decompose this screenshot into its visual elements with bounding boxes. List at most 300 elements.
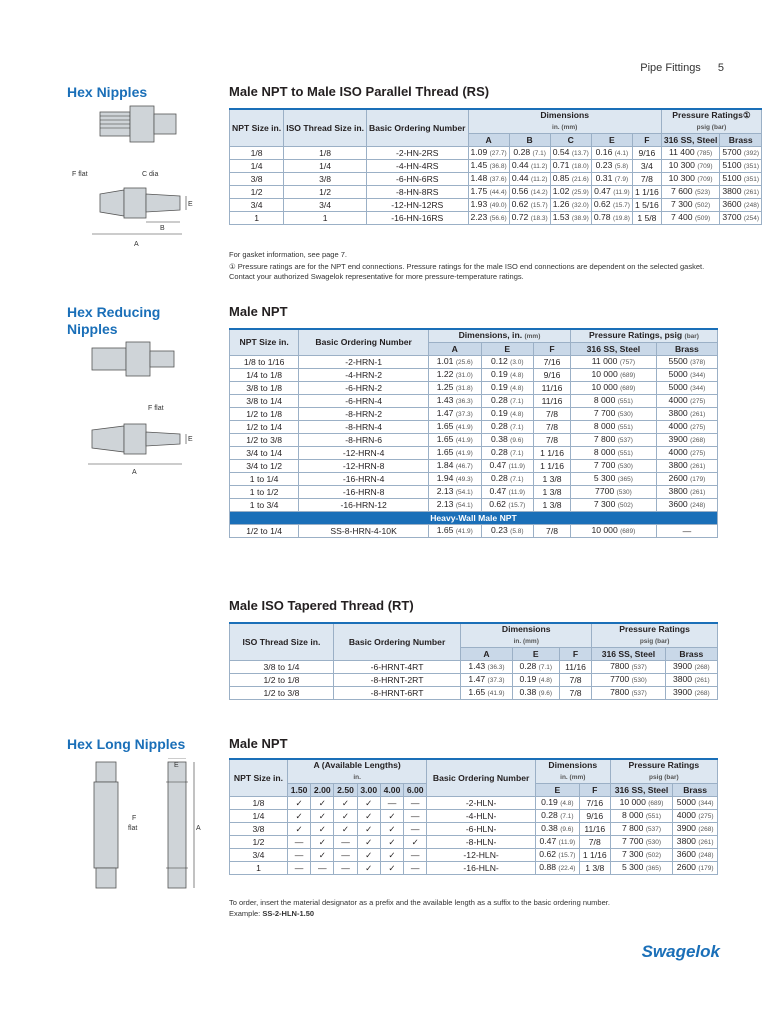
table2-e-unit: (7.1) (510, 450, 524, 457)
table4-l1: ✓ (287, 823, 310, 836)
table1-a-val: 2.23 (470, 212, 488, 222)
table4-l1: ✓ (287, 797, 310, 810)
table4-l4: ✓ (357, 836, 380, 849)
table2-br (656, 499, 717, 512)
table2-br (656, 460, 717, 473)
table2-br-val: 5000 (668, 369, 688, 379)
t4-h-avail (287, 759, 426, 784)
table-row (230, 160, 762, 173)
table2-br-unit: (248) (690, 502, 706, 509)
t4-h-avail-text: A (Available Lengths) (313, 760, 401, 770)
table1-c (550, 147, 591, 160)
table1-ss-unit: (509) (694, 215, 711, 222)
table2-ss (571, 395, 657, 408)
table4-num: -2-HLN- (427, 797, 536, 810)
table-row (230, 447, 718, 460)
table1-b-val: 0.44 (511, 160, 529, 170)
table2-ss-val: 10 000 (591, 382, 618, 392)
t3-h-a: A (461, 648, 513, 661)
table4-ss-unit: (551) (645, 813, 662, 820)
table1-a (468, 186, 509, 199)
table3-f: 11/16 (559, 661, 591, 674)
table3-ss-val: 7800 (610, 687, 630, 697)
t2-hw-a-mm: (41.9) (455, 528, 473, 535)
table2-npt: 1/2 to 1/4 (230, 421, 299, 434)
table3-br-unit: (268) (694, 664, 710, 671)
table4-br (673, 862, 718, 875)
t2-h-brass: Brass (656, 343, 717, 356)
table2-e-val: 0.19 (491, 382, 508, 392)
table4-e-val: 0.28 (541, 810, 558, 820)
t1-h-b: B (509, 134, 550, 147)
table1-b-val: 0.62 (511, 199, 529, 209)
table3-a-val: 1.47 (468, 674, 486, 684)
table-row (230, 849, 718, 862)
table2-br-unit: (344) (690, 385, 706, 392)
table4-num: -16-HLN- (427, 862, 536, 875)
table1-ss (661, 173, 720, 186)
table4-ss-unit: (689) (648, 800, 664, 807)
section-title-hex-reducing: Hex Reducing Nipples (67, 304, 161, 337)
table2-npt: 1/2 to 1/8 (230, 408, 299, 421)
hex-reducing-figure (62, 340, 202, 485)
table4-br (673, 797, 718, 810)
table4-e-val: 0.38 (541, 823, 558, 833)
table2-br-val: 4000 (668, 447, 688, 457)
table2-num: -8-HRN-4 (299, 421, 429, 434)
table4-l5: ✓ (380, 810, 403, 823)
table2-a-val: 2.13 (436, 486, 454, 496)
table2-a (428, 395, 481, 408)
table4-e (535, 849, 579, 862)
table1-b-val: 0.72 (511, 212, 529, 222)
t3-h-f: F (559, 648, 591, 661)
table1-note-pressure: ① Pressure ratings are for the NPT end connections. Pressure ratings for the male ISO end connections are dependent on the selected gasket. Contact your authorized Swagelok representative for more pressure-temperature ratings. (229, 262, 705, 281)
table1-e (591, 147, 632, 160)
table4-ss-unit: (365) (645, 865, 662, 872)
table2-a (428, 369, 481, 382)
table4-num: -8-HLN- (427, 836, 536, 849)
table4-e-val: 0.19 (541, 797, 558, 807)
table4-ss (610, 797, 673, 810)
t1-h-a: A (468, 134, 509, 147)
table1-b-unit: (11.2) (530, 163, 548, 170)
table4-br-val: 3900 (676, 823, 696, 833)
table2-ss (571, 434, 657, 447)
table4-e-unit: (11.9) (558, 839, 576, 846)
table1-c (550, 212, 591, 225)
t2-h-a: A (428, 343, 481, 356)
table4-l4: ✓ (357, 849, 380, 862)
table1-a-val: 1.48 (470, 173, 488, 183)
table1-br (720, 160, 762, 173)
table1-c (550, 199, 591, 212)
hex-reducing-drawing (62, 340, 202, 480)
table1-b-val: 0.28 (513, 147, 531, 157)
table2-ss-val: 7 300 (593, 499, 616, 509)
t4-h-e: E (535, 784, 579, 797)
table4-br-unit: (275) (698, 813, 714, 820)
table-row (230, 434, 718, 447)
label-c-dia: C dia (142, 171, 159, 178)
table2-f: 1 1/16 (534, 460, 571, 473)
table1-a-val: 1.45 (470, 160, 488, 170)
table2-e-unit: (4.8) (510, 385, 524, 392)
table3-iso: 1/2 to 3/8 (230, 687, 334, 700)
t2-heavy-wall-row (230, 512, 718, 525)
table1-title: Male NPT to Male ISO Parallel Thread (RS) (229, 84, 490, 99)
table1-e (591, 173, 632, 186)
table3-iso: 3/8 to 1/4 (230, 661, 334, 674)
table2-ss-unit: (757) (619, 359, 636, 366)
table2-a-unit: (54.1) (455, 502, 473, 509)
table4-npt: 1/8 (230, 797, 288, 810)
table1-b-unit: (7.1) (532, 150, 546, 157)
table4-l5: ✓ (380, 836, 403, 849)
table4-example-prefix: Example: (229, 909, 263, 918)
table2-a-val: 1.01 (436, 356, 454, 366)
t1-body (230, 147, 762, 225)
table2-ss-unit: (551) (617, 450, 633, 457)
table4-br-val: 4000 (676, 810, 696, 820)
table2-f: 1 1/16 (534, 447, 571, 460)
table1-e (591, 199, 632, 212)
table4-l6: — (404, 862, 427, 875)
table4-br-val: 2600 (676, 862, 696, 872)
table2-npt: 1/8 to 1/16 (230, 356, 299, 369)
table4-note-example (229, 909, 719, 919)
table1-br (720, 199, 762, 212)
table1-b-unit: (11.2) (530, 176, 548, 183)
table-row (230, 473, 718, 486)
t3-h-pres-text: Pressure Ratings (619, 624, 690, 634)
t4-h-npt: NPT Size in. (230, 759, 288, 797)
table1-iso: 3/4 (284, 199, 367, 212)
table4-l3: — (334, 849, 357, 862)
t1-h-dims-text: Dimensions (540, 110, 590, 120)
t1-h-basic: Basic Ordering Number (367, 109, 468, 147)
table1-c-unit: (13.7) (571, 150, 589, 157)
t2-hw-e-val: 0.23 (491, 525, 508, 535)
table4-e (535, 810, 579, 823)
table1-a-unit: (44.4) (489, 189, 507, 196)
table1-e (591, 212, 632, 225)
table2-hex-reducing (229, 328, 718, 538)
table-row (230, 395, 718, 408)
table4-l2: ✓ (311, 849, 334, 862)
table2-a-val: 2.13 (436, 499, 454, 509)
table2-e (481, 356, 534, 369)
table4-l2: ✓ (311, 823, 334, 836)
table2-title: Male NPT (229, 304, 288, 319)
label-flat-3: flat (128, 825, 138, 832)
table2-a-val: 1.47 (436, 408, 454, 418)
table4-e (535, 836, 579, 849)
t2-h-e: E (481, 343, 534, 356)
table1-br-val: 3600 (722, 199, 742, 209)
t1-h-f: F (632, 134, 661, 147)
table4-note-order: To order, insert the material designator as a prefix and the available length as a suffix to the basic ordering number. (229, 898, 610, 907)
table4-f: 7/8 (579, 836, 610, 849)
table4-br-unit: (179) (698, 865, 714, 872)
table4-l4: ✓ (357, 810, 380, 823)
t4-h-dims-text: Dimensions (548, 760, 598, 770)
table4-l3: ✓ (334, 810, 357, 823)
t1-h-c: C (550, 134, 591, 147)
table1-ss-val: 7 600 (671, 186, 693, 196)
table1-b (509, 199, 550, 212)
table2-br-unit: (261) (690, 489, 706, 496)
table2-npt: 1 to 1/4 (230, 473, 299, 486)
t2-h-dims-unit: (mm) (524, 333, 541, 340)
table2-e-val: 0.38 (491, 434, 508, 444)
table1-ss (661, 160, 720, 173)
t2-hw-npt: 1/2 to 1/4 (230, 525, 299, 538)
t4-h-dims-unit: in. (mm) (560, 774, 586, 781)
t2-hw-e (481, 525, 534, 538)
t4-h-len-1: 1.50 (287, 784, 310, 797)
table2-e-val: 0.28 (491, 447, 508, 457)
table1-c (550, 160, 591, 173)
table3-br-unit: (261) (694, 677, 710, 684)
t2-h-dims-text: Dimensions, in. (458, 330, 523, 340)
table2-num: -16-HRN-4 (299, 473, 429, 486)
table2-ss-val: 8 000 (593, 395, 616, 405)
table2-br-unit: (179) (690, 476, 706, 483)
table2-npt: 1/4 to 1/8 (230, 369, 299, 382)
table1-note-gasket: For gasket information, see page 7. (229, 250, 347, 259)
table2-a-unit: (46.7) (455, 463, 473, 470)
table2-e (481, 460, 534, 473)
table2-num: -6-HRN-2 (299, 382, 429, 395)
table1-b-unit: (14.2) (530, 189, 548, 196)
table2-br-unit: (275) (690, 424, 706, 431)
t2-heavy-wall-label: Heavy-Wall Male NPT (230, 512, 718, 525)
table3-a-unit: (36.3) (487, 664, 505, 671)
table-row (230, 369, 718, 382)
table1-npt: 1/8 (230, 147, 284, 160)
table4-br (673, 823, 718, 836)
table2-e-unit: (3.0) (510, 359, 524, 366)
table-row (230, 212, 762, 225)
table1-f: 1 5/8 (632, 212, 661, 225)
table-row (230, 797, 718, 810)
table1-e-val: 0.47 (594, 186, 611, 196)
table4-ss-unit: (502) (645, 852, 662, 859)
table4-npt: 3/4 (230, 849, 288, 862)
t2-hw-br: — (656, 525, 717, 538)
table1-c-val: 1.02 (552, 186, 570, 196)
table2-ss (571, 447, 657, 460)
page-number: 5 (717, 62, 724, 74)
table2-a (428, 486, 481, 499)
t3-h-dims-unit: in. (mm) (513, 638, 539, 645)
table1-br-val: 5700 (722, 147, 742, 157)
t4-h-ss: 316 SS, Steel (610, 784, 673, 797)
label-f-3: F (132, 815, 137, 822)
table2-a-unit: (36.3) (455, 398, 473, 405)
t2-hw-f: 7/8 (534, 525, 571, 538)
table3-num: -6-HRNT-4RT (333, 661, 460, 674)
table2-e-unit: (11.9) (508, 489, 526, 496)
table3-e (512, 687, 559, 700)
table1-b-val: 0.56 (511, 186, 529, 196)
table2-a-val: 1.25 (436, 382, 454, 392)
t4-h-pres-text: Pressure Ratings (628, 760, 700, 770)
t4-h-len-6: 6.00 (404, 784, 427, 797)
table2-ss (571, 382, 657, 395)
table1-e-unit: (4.1) (614, 150, 629, 157)
table2-a-val: 1.65 (436, 434, 454, 444)
t1-h-pres (661, 109, 761, 134)
table2-f: 1 3/8 (534, 499, 571, 512)
table3-e (512, 674, 559, 687)
table1-num: -16-HN-16RS (367, 212, 468, 225)
table1-e-val: 0.16 (595, 147, 613, 157)
t2-h-npt: NPT Size in. (230, 329, 299, 356)
table1-iso: 1/2 (284, 186, 367, 199)
table1-ss (661, 147, 720, 160)
table1-iso: 1/8 (284, 147, 367, 160)
t3-h-dims-text: Dimensions (501, 624, 551, 634)
table1-b-unit: (18.3) (530, 215, 548, 222)
table2-br (656, 382, 717, 395)
table2-ss-val: 5 300 (593, 473, 616, 483)
table2-br (656, 421, 717, 434)
table3-a-unit: (37.3) (487, 677, 505, 684)
table1-a (468, 199, 509, 212)
table3-br-val: 3900 (672, 661, 693, 671)
table1-ss-unit: (709) (697, 163, 713, 170)
table2-f: 11/16 (534, 395, 571, 408)
table-row (230, 525, 718, 538)
table1-e-val: 0.23 (595, 160, 613, 170)
table4-e-val: 0.47 (539, 836, 557, 846)
label-b: B (160, 225, 165, 232)
table4-l4: ✓ (357, 823, 380, 836)
table2-e-unit: (7.1) (510, 476, 524, 483)
table2-f: 11/16 (534, 382, 571, 395)
table1-br-unit: (248) (743, 202, 760, 209)
table2-ss-unit: (551) (617, 398, 633, 405)
table2-a (428, 473, 481, 486)
table3-a (461, 674, 513, 687)
table2-e-unit: (4.8) (510, 411, 524, 418)
table3-e-val: 0.19 (519, 674, 537, 684)
table4-num: -4-HLN- (427, 810, 536, 823)
table2-ss-val: 7 800 (593, 434, 616, 444)
t2-h-pres (571, 329, 718, 343)
t4-h-f: F (579, 784, 610, 797)
t2-hw-ss-val: 10 000 (591, 525, 618, 535)
table3-ss (592, 661, 665, 674)
table2-a (428, 447, 481, 460)
table2-ss-val: 7 700 (593, 460, 616, 470)
table1-b-unit: (15.7) (530, 202, 548, 209)
table2-ss-val: 10 000 (591, 369, 618, 379)
table2-br-unit: (275) (690, 450, 706, 457)
table1-br (720, 147, 762, 160)
table4-l2: ✓ (311, 797, 334, 810)
table-row (230, 408, 718, 421)
table2-e (481, 369, 534, 382)
table4-f: 11/16 (579, 823, 610, 836)
t1-h-pres-text: Pressure Ratings① (672, 110, 751, 120)
table2-ss-val: 7700 (595, 486, 615, 496)
table2-br-val: 2600 (668, 473, 688, 483)
table2-ss-unit: (502) (617, 502, 633, 509)
table-row (230, 173, 762, 186)
section-title-hex-nipples: Hex Nipples (67, 84, 148, 100)
table1-b (509, 186, 550, 199)
table2-npt: 1 to 3/4 (230, 499, 299, 512)
t2-hw-e-mm: (5.8) (510, 528, 524, 535)
label-a-2: A (132, 469, 137, 476)
t4-h-brass: Brass (673, 784, 718, 797)
table2-ss (571, 486, 657, 499)
table1-ss-unit: (502) (694, 202, 711, 209)
table4-l2: ✓ (311, 810, 334, 823)
table2-npt: 1/2 to 3/8 (230, 434, 299, 447)
table1-c-unit: (18.0) (571, 163, 589, 170)
table2-e-unit: (7.1) (510, 424, 524, 431)
table1-c-unit: (21.6) (571, 176, 589, 183)
table2-br-unit: (378) (690, 359, 706, 366)
table1-b (509, 173, 550, 186)
label-e: E (188, 201, 193, 208)
table2-br-val: 5000 (668, 382, 688, 392)
table3-num: -8-HRNT-6RT (333, 687, 460, 700)
table2-a (428, 356, 481, 369)
table2-e (481, 408, 534, 421)
table1-ss-val: 10 300 (668, 160, 695, 170)
table2-a-val: 1.65 (436, 447, 454, 457)
table2-a-unit: (31.0) (455, 372, 473, 379)
table1-b (509, 212, 550, 225)
table2-e-val: 0.19 (491, 369, 508, 379)
table2-br-val: 3800 (668, 408, 688, 418)
table1-a-val: 1.93 (470, 199, 488, 209)
table3-iso-tapered (229, 622, 718, 700)
table4-ss-val: 7 800 (621, 823, 644, 833)
table2-ss (571, 499, 657, 512)
table1-a-unit: (36.8) (489, 163, 507, 170)
table1-npt: 1/4 (230, 160, 284, 173)
table1-e (591, 186, 632, 199)
table4-l1: — (287, 862, 310, 875)
table1-npt: 3/4 (230, 199, 284, 212)
table-row (230, 810, 718, 823)
t2-h-dims (428, 329, 570, 343)
t2-h-f: F (534, 343, 571, 356)
t3-h-ss: 316 SS, Steel (592, 648, 665, 661)
table2-a-unit: (31.8) (455, 385, 473, 392)
table2-ss (571, 421, 657, 434)
table1-br-unit: (254) (743, 215, 760, 222)
table1-a-val: 1.75 (470, 186, 488, 196)
table2-a-val: 1.65 (436, 421, 454, 431)
table1-br-val: 3700 (722, 212, 742, 222)
table3-ss-unit: (530) (631, 677, 647, 684)
hex-long-figure (82, 758, 212, 898)
table1-a (468, 160, 509, 173)
table4-npt: 1 (230, 862, 288, 875)
table2-br (656, 395, 717, 408)
table2-a (428, 421, 481, 434)
table4-e-unit: (9.6) (560, 826, 574, 833)
table2-a-unit: (54.1) (455, 489, 473, 496)
table3-f: 7/8 (559, 687, 591, 700)
